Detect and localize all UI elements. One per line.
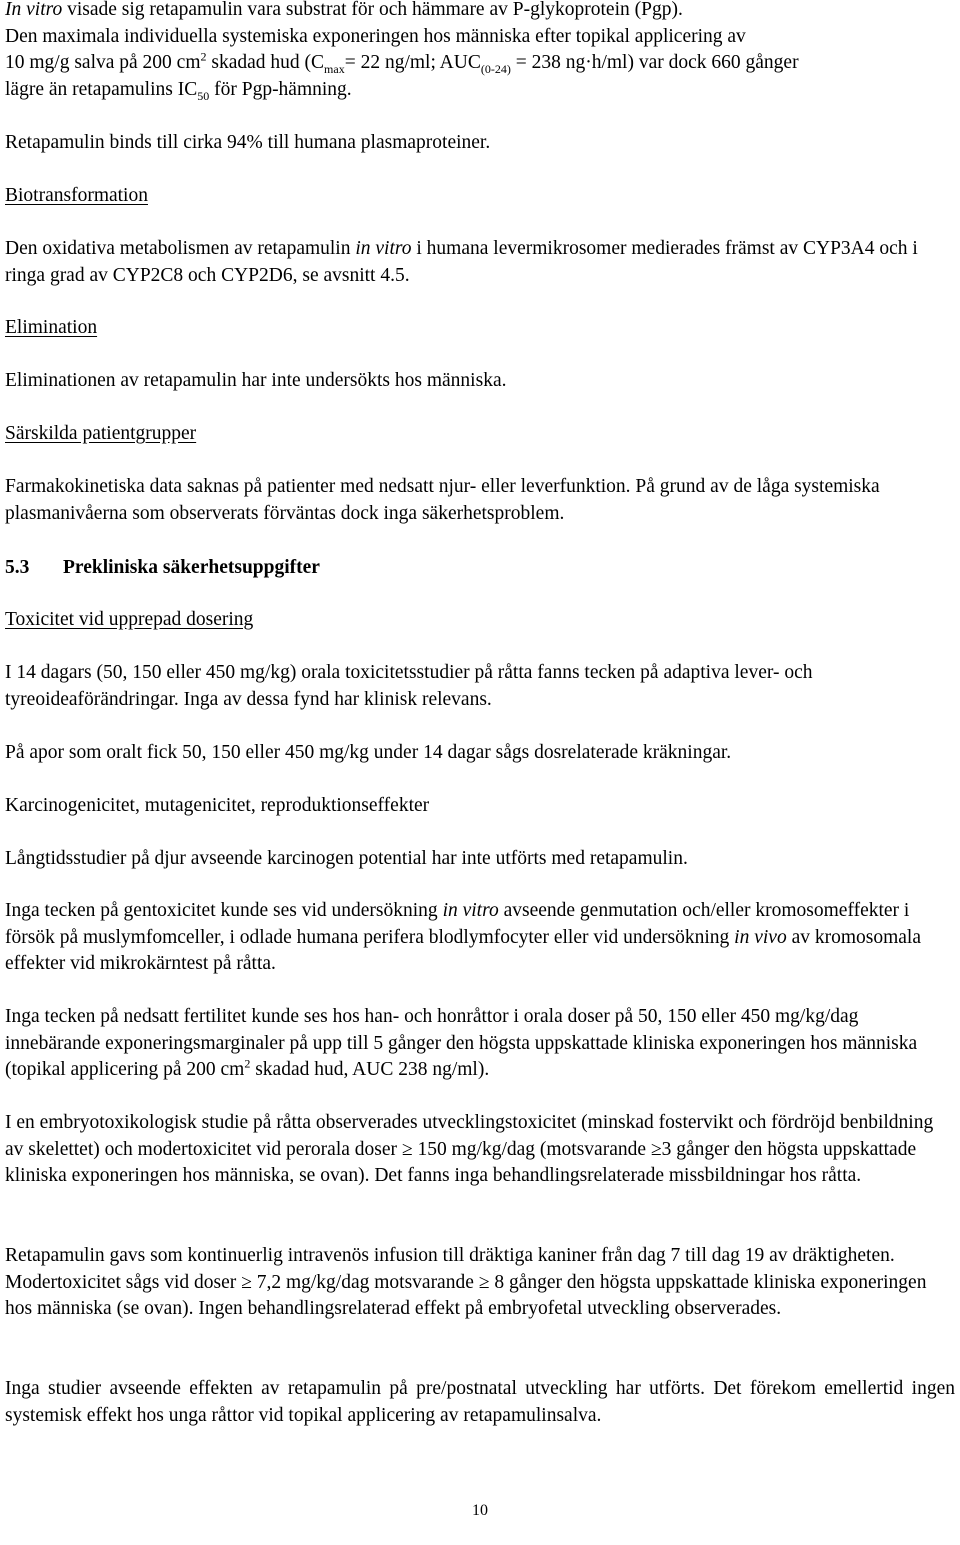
biotransformation-heading: Biotransformation [5, 185, 148, 206]
carcinogenicity-p4: I en embryotoxikologisk studie på råtta observerades utvecklingstoxicitet (minskad fostervikt och fördröjd benbildning av skelettet) och modertoxicitet vid perorala doser ≥ 150 mg/kg/dag (motsvarande ≥3 gånger den högsta uppskattade kliniska exponeringen hos människa, se ovan). Det fanns inga behandlingsrelaterade missbildningar hos råtta. [5, 1112, 934, 1186]
section-number: 5.3 [5, 557, 30, 578]
intro-line-1: In vitro visade sig retapamulin vara substrat för och hämmare av P-glykoprotein (Pgp). [5, 0, 683, 20]
elimination-heading: Elimination [5, 317, 98, 338]
intro-paragraph [5, 0, 955, 103]
greater-equal-symbol: ≥ [401, 1138, 413, 1160]
greater-equal-symbol: ≥ [241, 1271, 252, 1293]
special-groups-text: Farmakokinetiska data saknas på patienter med nedsatt njur- eller leverfunktion. På grund av de låga systemiska plasmanivåerna som observerats förväntas dock inga säkerhetsproblem. [5, 476, 880, 524]
intro-line-4: lägre än retapamulins $IC_{50}$ för Pgp-hämning. [5, 78, 352, 103]
greater-equal-symbol: ≥ [478, 1271, 490, 1293]
carcinogenicity-p3: Inga tecken på nedsatt fertilitet kunde ses hos han- och honråttor i orala doser på 50, 150 eller 450 mg/kg/dag innebärande exponeringsmarginaler på upp till 5 gånger den högsta uppskattade kliniska exponeringen hos människa (topikal applicering på 200 $cm^2$ skadad hud, AUC 238 ng/ml). [5, 1006, 918, 1080]
repeat-dose-p1: I 14 dagars (50, 150 eller 450 mg/kg) orala toxicitetsstudier på råtta fanns tecken på adaptiva lever- och tyreoideaförändringar. Inga av dessa fynd har klinisk relevans. [5, 662, 813, 710]
elimination-text: Eliminationen av retapamulin har inte undersökts hos människa. [5, 370, 507, 391]
carcinogenicity-heading: Karcinogenicitet, mutagenicitet, reproduktionseffekter [5, 795, 430, 816]
carcinogenicity-p2: Inga tecken på gentoxicitet kunde ses vid undersökning in vitro avseende genmutation och/eller kromosomeffekter i försök på muslymfomceller, i odlade humana perifera blodlymfocyter eller vid undersökning in vivo av kromosomala effekter vid mikrokärntest på råtta. [5, 900, 922, 974]
intro-line-2: Den maximala individuella systemiska exponeringen hos människa efter topikal applicering av [5, 25, 746, 47]
greater-equal-symbol: ≥ [650, 1138, 662, 1160]
biotransformation-text: Den oxidativa metabolismen av retapamulin in vitro i humana levermikrosomer medierades främst av CYP3A4 och i ringa grad av CYP2C8 och CYP2D6, se avsnitt 4.5. [5, 238, 918, 286]
section-5-3-heading [5, 555, 955, 582]
carcinogenicity-p1: Långtidsstudier på djur avseende karcinogen potential har inte utförts med retapamulin. [5, 848, 688, 869]
page-number: 10 [472, 1502, 488, 1519]
carcinogenicity-p6: Inga studier avseende effekten av retapamulin på pre/postnatal utveckling har utförts. Det förekom emellertid ingen systemisk effekt hos unga råttor vid topikal applicering av retapamulinsalva. [5, 1378, 955, 1426]
section-title: Prekliniska säkerhetsuppgifter [63, 557, 320, 578]
carcinogenicity-p5: Retapamulin gavs som kontinuerlig intravenös infusion till dräktiga kaniner från dag 7 till dag 19 av dräktigheten. Modertoxicitet sågs vid doser ≥ 7,2 mg/kg/dag motsvarande ≥ 8 gånger den högsta uppskattade kliniska exponeringen hos människa (se ovan). Ingen behandlingsrelaterad effekt på embryofetal utveckling observerades. [5, 1245, 927, 1319]
intro-line-3: 10 mg/g salva på 200 $cm^2$ skadad hud ($C_{max}= 22$ ng/ml; $AUC_{(0-24)} = 238$ ng·h/ml) var dock 660 gånger [5, 49, 799, 76]
repeat-dose-heading: Toxicitet vid upprepad dosering [5, 609, 254, 630]
protein-binding-text: Retapamulin binds till cirka 94% till humana plasmaproteiner. [5, 132, 491, 153]
special-groups-heading: Särskilda patientgrupper [5, 423, 197, 444]
repeat-dose-p2: På apor som oralt fick 50, 150 eller 450 mg/kg under 14 dagar sågs dosrelaterade kräkningar. [5, 742, 732, 763]
